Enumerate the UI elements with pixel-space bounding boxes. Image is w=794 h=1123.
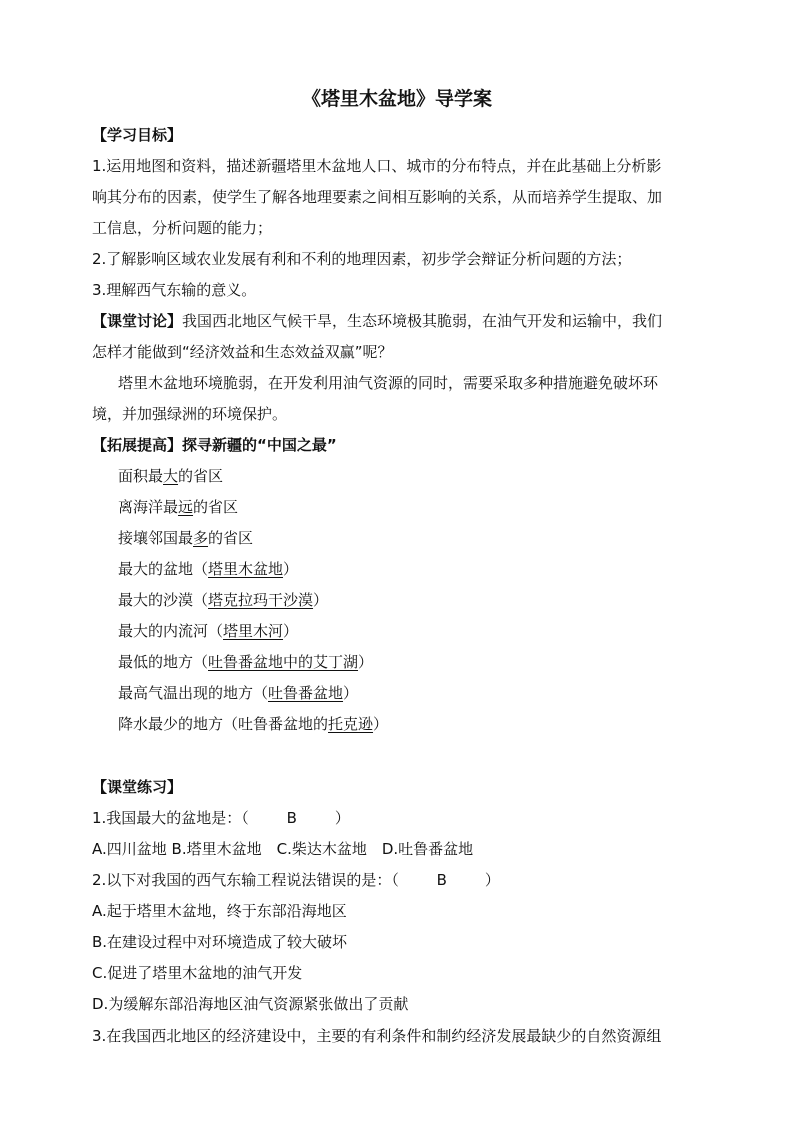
objective-line-5: 3.理解西气东输的意义。 [92, 281, 257, 299]
page-title: 《塔里木盆地》导学案 [301, 88, 492, 110]
practice-heading: 【课堂练习】 [92, 778, 183, 796]
question-2-option-a: A.起于塔里木盆地，终于东部沿海地区 [92, 902, 347, 920]
extension-item: 最大的沙漠（塔克拉玛干沙漠） [118, 591, 329, 609]
extension-item: 面积最大的省区 [118, 467, 224, 485]
extension-item: 最大的盆地（塔里木盆地） [118, 560, 299, 578]
extension-item: 接壤邻国最多的省区 [118, 529, 254, 547]
question-2-option-c: C.促进了塔里木盆地的油气开发 [92, 964, 303, 982]
discussion-answer-line-2: 境，并加强绿洲的环境保护。 [92, 405, 288, 423]
question-1: 1.我国最大的盆地是：（ B ） [92, 809, 350, 827]
objective-line-1: 1.运用地图和资料，描述新疆塔里木盆地人口、城市的分布特点，并在此基础上分析影 [92, 157, 662, 175]
discussion-line-2: 怎样才能做到“经济效益和生态效益双赢”呢？ [92, 343, 393, 361]
extension-item: 最低的地方（吐鲁番盆地中的艾丁湖） [118, 653, 374, 671]
extension-heading-line [92, 435, 337, 455]
extension-item: 降水最少的地方（吐鲁番盆地的托克逊） [118, 715, 389, 733]
question-1-options: A.四川盆地 B.塔里木盆地 C.柴达木盆地 D.吐鲁番盆地 [92, 840, 474, 858]
discussion-heading: 【课堂讨论】 [92, 312, 183, 330]
question-2-answer: B [436, 871, 447, 889]
objective-line-4: 2.了解影响区域农业发展有利和不利的地理因素，初步学会辩证分析问题的方法； [92, 250, 632, 268]
question-2: 2.以下对我国的西气东输工程说法错误的是：（ B ） [92, 871, 500, 889]
question-3: 3.在我国西北地区的经济建设中，主要的有利条件和制约经济发展最缺少的自然资源组 [92, 1027, 662, 1045]
discussion-question: 我国西北地区气候干旱，生态环境极其脆弱，在油气开发和运输中，我们 [182, 312, 663, 330]
discussion-answer-line-1: 塔里木盆地环境脆弱，在开发利用油气资源的同时，需要采取多种措施避免破坏环 [118, 374, 659, 392]
question-2-option-d: D.为缓解东部沿海地区油气资源紧张做出了贡献 [92, 995, 409, 1013]
question-1-answer: B [286, 809, 297, 827]
objective-line-2: 响其分布的因素，使学生了解各地理要素之间相互影响的关系，从而培养学生提取、加 [92, 188, 663, 206]
objectives-heading: 【学习目标】 [92, 126, 183, 144]
discussion-line-1 [92, 311, 662, 331]
extension-heading: 【拓展提高】 [92, 436, 183, 454]
question-2-option-b: B.在建设过程中对环境造成了较大破坏 [92, 933, 348, 951]
extension-item: 最高气温出现的地方（吐鲁番盆地） [118, 684, 359, 702]
extension-item: 最大的内流河（塔里木河） [118, 622, 299, 640]
extension-item: 离海洋最远的省区 [118, 498, 239, 516]
objective-line-3: 工信息，分析问题的能力； [92, 219, 273, 237]
extension-subtitle: 探寻新疆的“中国之最” [182, 436, 337, 454]
